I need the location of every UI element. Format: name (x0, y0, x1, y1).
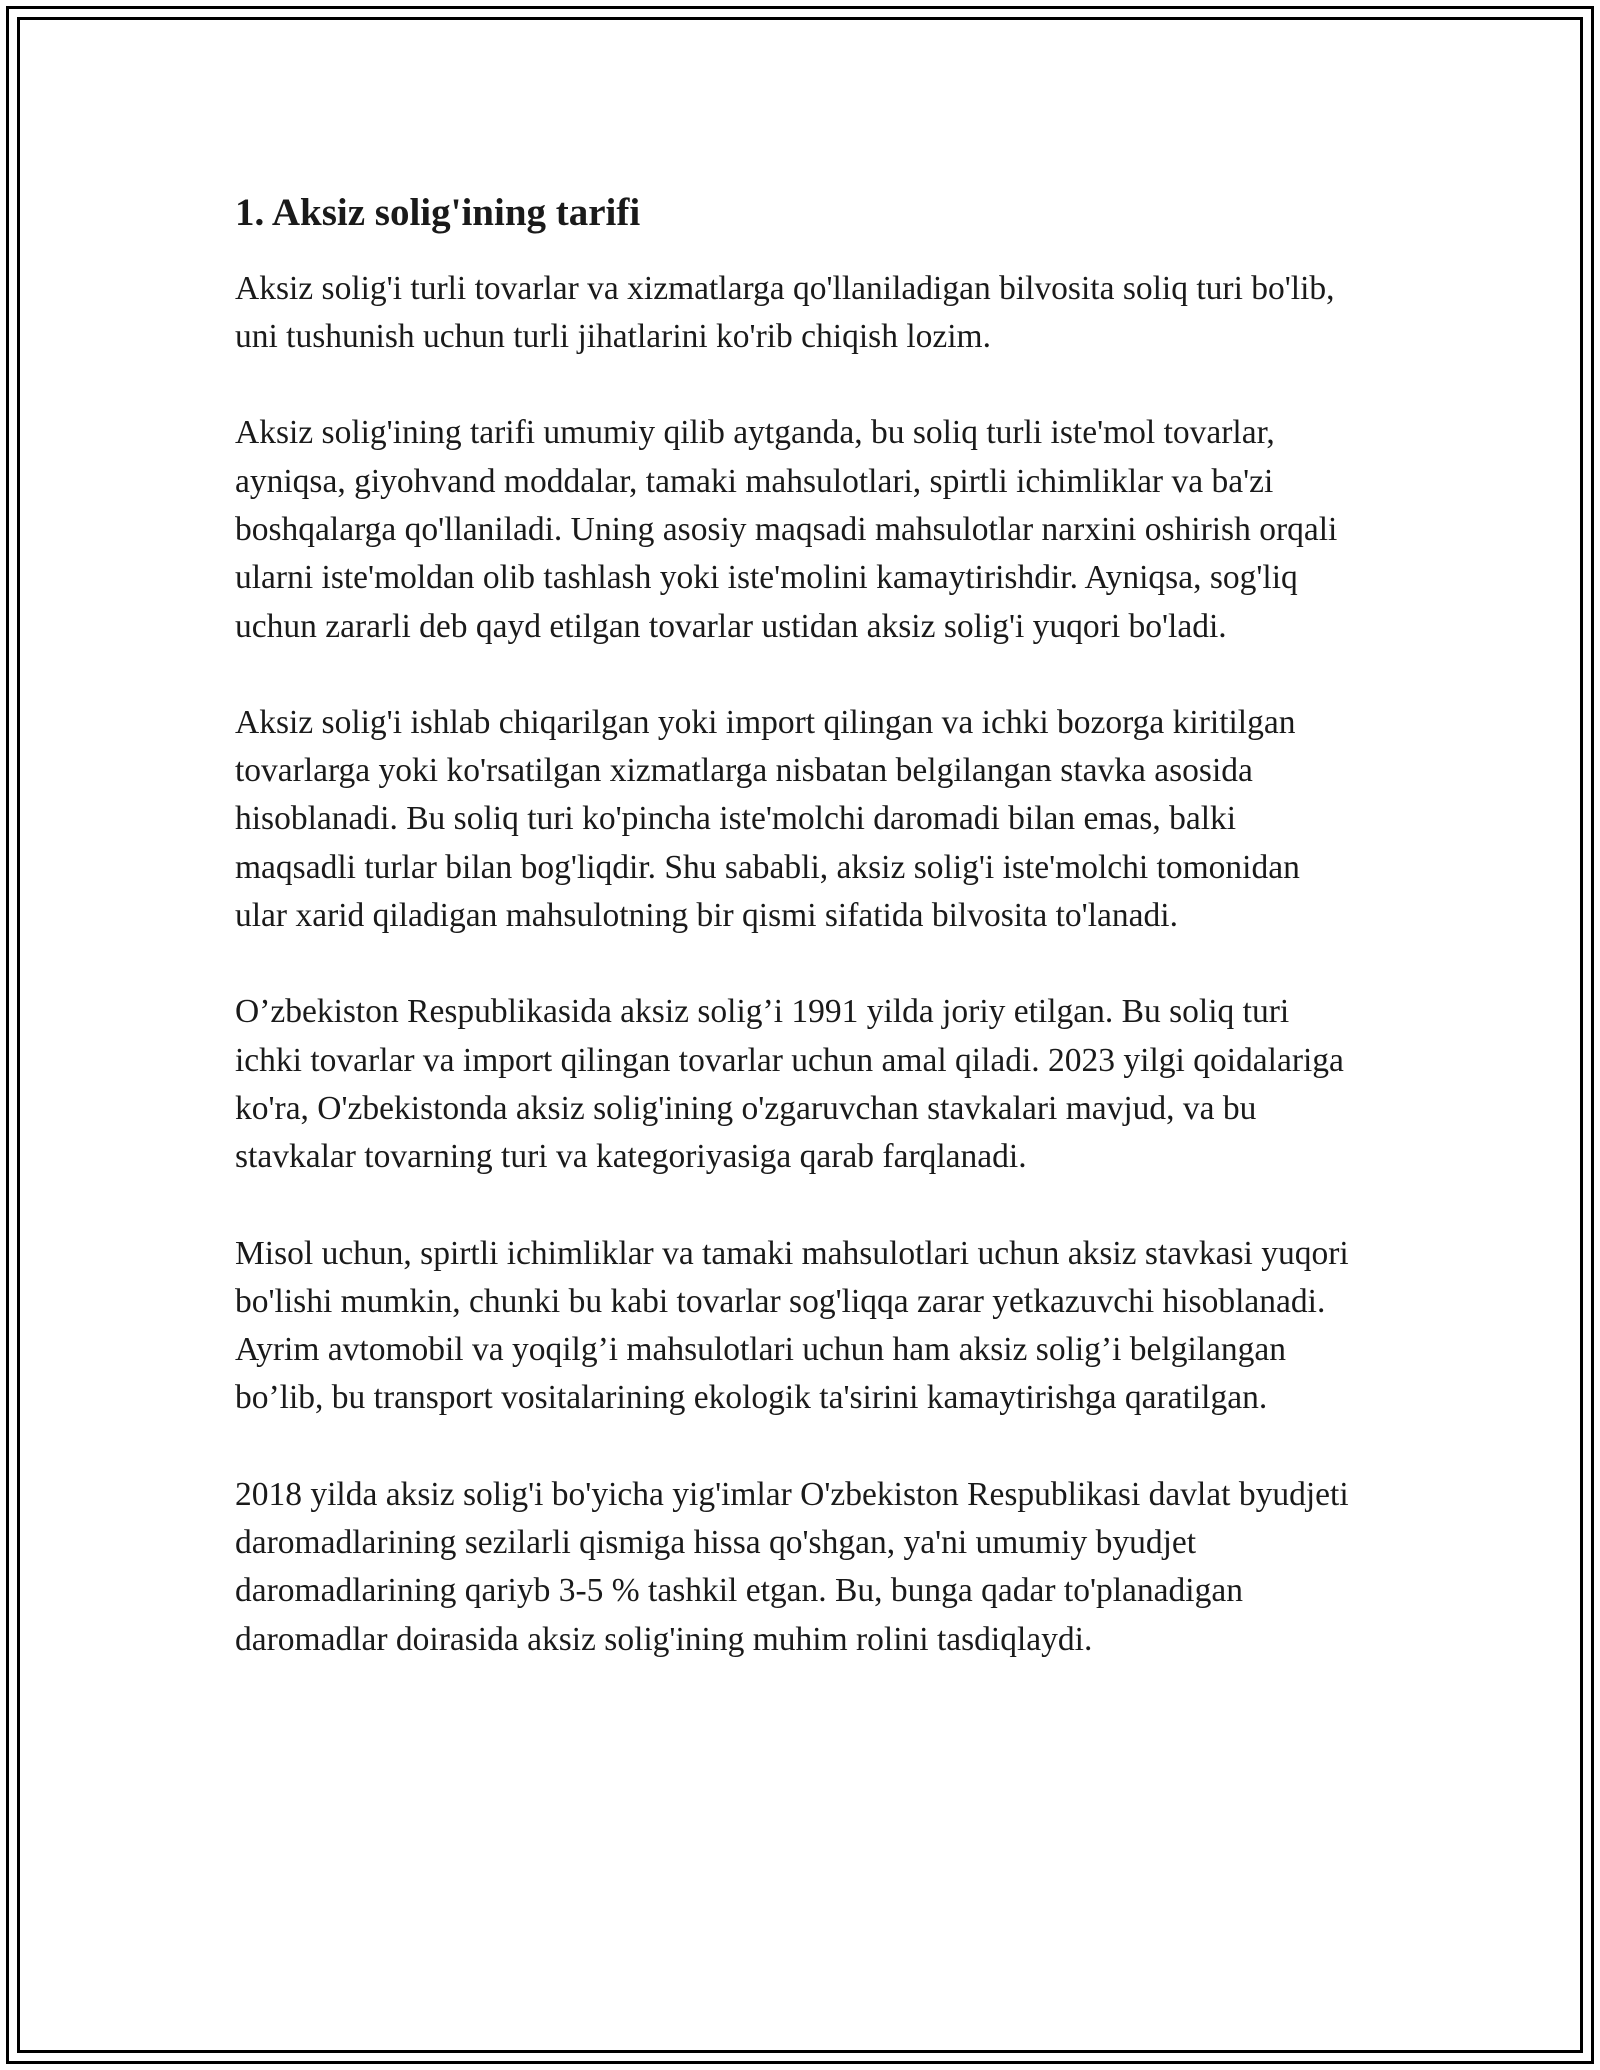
paragraph-4: O’zbekiston Respublikasida aksiz solig’i 1991 yilda joriy etilgan. Bu soliq turi ichki tovarlar va import qilingan tovarlar uchun amal qiladi. 2023 yilgi qoidalariga ko'ra, O'zbekistonda aksiz solig'ining o'zgaruvchan stavkalari mavjud, va bu stavkalar tovarning turi va kategoriyasiga qarab farqlanadi. (235, 993, 1344, 1176)
paragraph-5: Misol uchun, spirtli ichimliklar va tamaki mahsulotlari uchun aksiz stavkasi yuqori bo'lishi mumkin, chunki bu kabi tovarlar sog'liqqa zarar yetkazuvchi hisoblanadi. Ayrim avtomobil va yoqilg’i mahsulotlari uchun ham aksiz solig’i belgilangan bo’lib, bu transport vositalarining ekologik ta'sirini kamaytirishga qaratilgan. (235, 1234, 1349, 1417)
section-heading: 1. Aksiz solig'ining tarifi (235, 191, 641, 234)
paragraph-1: Aksiz solig'i turli tovarlar va xizmatlarga qo'llaniladigan bilvosita soliq turi bo'lib, uni tushunish uchun turli jihatlarini ko'rib chiqish lozim. (235, 269, 1335, 356)
paragraph-3: Aksiz solig'i ishlab chiqarilgan yoki import qilingan va ichki bozorga kiritilgan tovarlarga yoki ko'rsatilgan xizmatlarga nisbatan belgilangan stavka asosida hisoblanadi. Bu soliq turi ko'pincha iste'molchi daromadi bilan emas, balki maqsadli turlar bilan bog'liqdir. Shu sababli, aksiz solig'i iste'molchi tomonidan ular xarid qiladigan mahsulotning bir qismi sifatida bilvosita to'lanadi. (235, 703, 1300, 935)
paragraph-6: 2018 yilda aksiz solig'i bo'yicha yig'imlar O'zbekiston Respublikasi davlat byudjeti daromadlarining sezilarli qismiga hissa qo'shgan, ya'ni umumiy byudjet daromadlarining qariyb 3-5 % tashkil etgan. Bu, bunga qadar to'planadigan daromadlar doirasida aksiz solig'ining muhim rolini tasdiqlaydi. (235, 1475, 1349, 1658)
paragraph-2: Aksiz solig'ining tarifi umumiy qilib aytganda, bu soliq turli iste'mol tovarlar, ayniqsa, giyohvand moddalar, tamaki mahsulotlari, spirtli ichimliklar va ba'zi boshqalarga qo'llaniladi. Uning asosiy maqsadi mahsulotlar narxini oshirish orqali ularni iste'moldan olib tashlash yoki iste'molini kamaytirishdir. Ayniqsa, sog'liq uchun zararli deb qayd etilgan tovarlar ustidan aksiz solig'i yuqori bo'ladi. (235, 414, 1338, 645)
document-body (235, 190, 1360, 1712)
